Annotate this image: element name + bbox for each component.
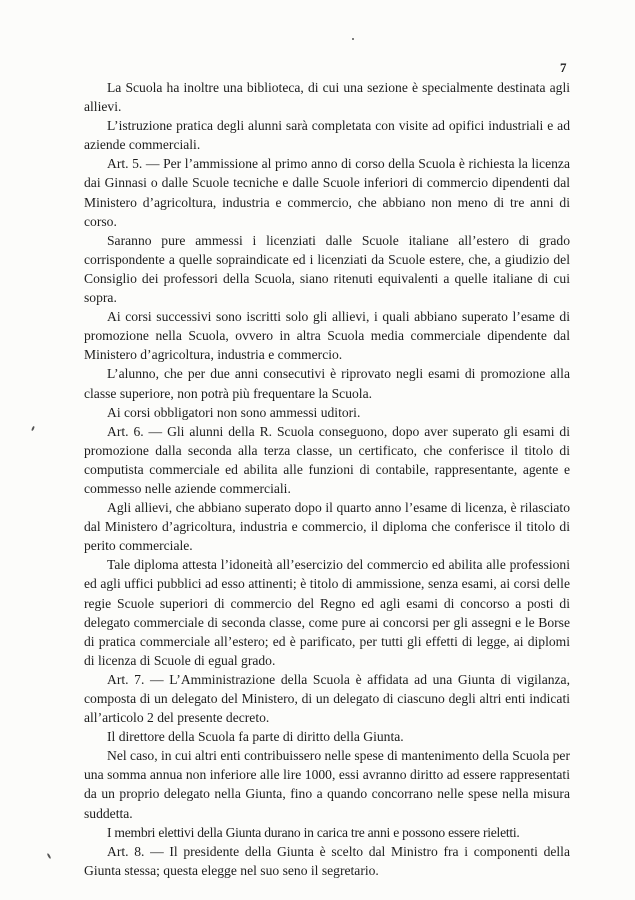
paragraph-art-5: Art. 5. — Per l’ammissione al primo anno di corso della Scuola è richiesta la licenza dai Ginnasi o dalle Scuole tecniche e dalle Scuole inferiori di commercio dipendenti dal Ministero d’agricoltura, industria e commercio, che abbiano non meno di tre anni di corso. [84, 156, 570, 229]
paragraph-diploma-perito: Agli allievi, che abbiano superato dopo il quarto anno l’esame di licenza, è rilasciato dal Ministero d’agricoltura, industria e commercio, il diploma che conferisce il titolo di perito commerciale. [84, 500, 570, 554]
page-number: 7 [560, 60, 567, 75]
paragraph-art-7: Art. 7. — L’Amministrazione della Scuola è affidata ad una Giunta di vigilanza, composta di un delegato del Ministero, di un delegato di ciascuno degli altri enti indicati all’articolo 2 del presente decreto. [84, 671, 570, 726]
paragraph-biblioteca: La Scuola ha inoltre una biblioteca, di cui una sezione è specialmente destinata agli allievi. [84, 80, 570, 115]
scan-speck-bottom [47, 853, 52, 859]
paragraph-membri-elettivi: I membri elettivi della Giunta durano in carica tre anni e possono essere rieletti. [107, 824, 520, 840]
body-text [84, 78, 570, 880]
paragraph-direttore: Il direttore della Scuola fa parte di diritto della Giunta. [107, 729, 404, 745]
paragraph-istruzione-pratica: L’istruzione pratica degli alunni sarà completata con visite ad opifici industriali e ad aziende commerciali. [84, 118, 570, 153]
paragraph-art-8: Art. 8. — Il presidente della Giunta è scelto dal Ministro fra i componenti della Giunta stessa; questa elegge nel suo seno il segretario. [84, 843, 570, 878]
paragraph-alunno-riprovato: L’alunno, che per due anni consecutivi è riprovato negli esami di promozione alla classe superiore, non potrà più frequentare la Scuola. [84, 366, 570, 401]
paragraph-corsi-successivi: Ai corsi successivi sono iscritti solo gli allievi, i quali abbiano superato l’esame di promozione nella Scuola, ovvero in altra Scuola media commerciale dipendente dal Ministero d’agricoltura, industria e commercio. [84, 309, 570, 363]
paragraph-art-6: Art. 6. — Gli alunni della R. Scuola conseguono, dopo aver superato gli esami di promozione dalla seconda alla terza classe, un certificato, che conferisce il titolo di computista commerciale ed abilita alle funzioni di contabile, rappresentante, agente e commesso nelle aziende commerciali. [84, 423, 570, 496]
paragraph-altri-enti: Nel caso, in cui altri enti contribuissero nelle spese di mantenimento della Scuola per una somma annua non inferiore alle lire 1000, essi avranno diritto ad essere rappresentati da un proprio delegato nella Giunta, fino a quando concorrano nelle spese nella misura suddetta. [84, 748, 570, 821]
scan-speck-top [352, 38, 354, 40]
paragraph-uditori: Ai corsi obbligatori non sono ammessi uditori. [107, 404, 361, 420]
paragraph-licenziati-estero: Saranno pure ammessi i licenziati dalle Scuole italiane all’estero di grado corrispondente a quelle sopraindicate ed i licenziati da Scuole estere, che, a giudizio del Consiglio dei professori della Scuola, siano ritenuti equivalenti a quelle italiane di cui sopra. [84, 232, 570, 306]
paragraph-idoneita-diploma: Tale diploma attesta l’idoneità all’esercizio del commercio ed abilita alle professioni ed agli uffici pubblici ad esso attinenti; è titolo di ammissione, senza esami, ai corsi delle regie Scuole superiori di commercio del Regno ed agli esami di concorso a posti di delegato commerciale di seconda classe, come pure ai concorsi per gli assegni e le Borse di pratica commerciale all’estero; ed è parificato, per tutti gli effetti di legge, ai diplomi di licenza di Scuole di egual grado. [84, 557, 570, 668]
scan-speck-left [31, 426, 35, 431]
